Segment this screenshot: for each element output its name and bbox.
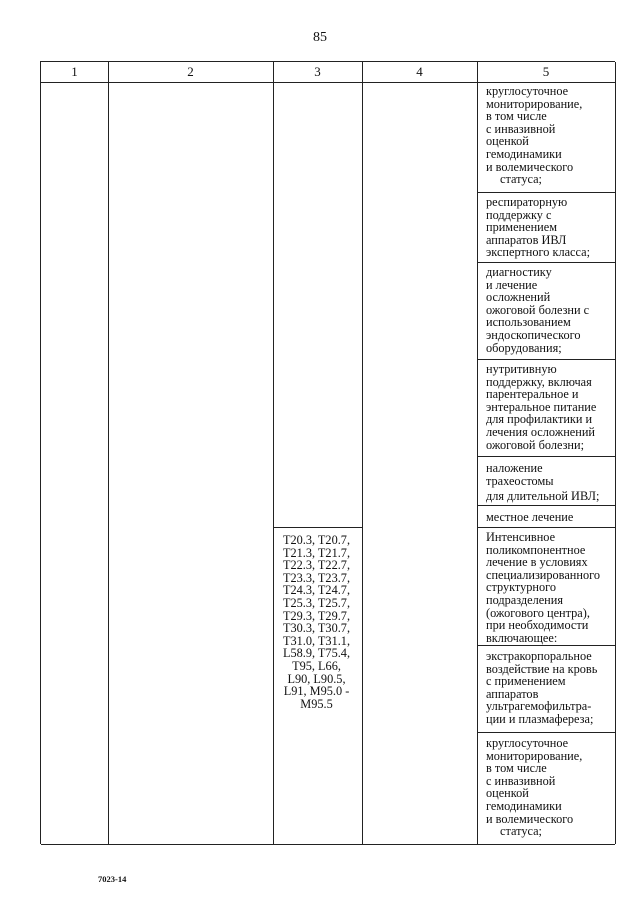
header-divider [41, 82, 615, 83]
row-divider [477, 732, 615, 733]
row-divider [477, 456, 615, 457]
cell-diagnosis-codes: T20.3, T20.7, T21.3, T21.7, T22.3, T22.7, T23.3, T23.7, T24.3, T24.7, T25.3, T25.7, T29.3, T29.7, T30.3, T30.7, T31.0, T31.1, L58.9, T75.4, T95, L66, L90, L90.5, L91, M95.0 - M95.5 [282, 533, 351, 711]
page-number: 85 [313, 30, 327, 45]
column-divider [477, 62, 478, 844]
column-divider [615, 62, 616, 844]
cell-nutritional-support: нутритивную поддержку, включая парентеральное и энтеральное питание для профилактики и лечения осложнений ожоговой болезни; [486, 362, 597, 452]
row-divider [477, 645, 615, 646]
cell-monitoring: круглосуточное мониторирование, в том числе с инвазивной оценкой гемодинамики и волемического статуса; [486, 84, 583, 187]
row-divider [273, 527, 362, 528]
cell-diagnostics: диагностику и лечение осложнений ожоговой болезни с использованием эндоскопического оборудования; [486, 265, 590, 355]
data-table [40, 61, 615, 844]
header-cell-2: 2 [187, 64, 194, 79]
cell-extracorporeal: экстракорпоральное воздействие на кровь с применением аппаратов ультрагемофильтра- ции и плазмафереза; [486, 649, 598, 726]
header-cell-4: 4 [416, 64, 423, 79]
column-divider [362, 62, 363, 844]
table-bottom-border [41, 844, 615, 845]
row-divider [477, 262, 615, 263]
column-divider [273, 62, 274, 844]
row-divider [477, 505, 615, 506]
header-cell-1: 1 [71, 64, 78, 79]
header-cell-5: 5 [542, 64, 550, 79]
cell-tracheostomy: наложение трахеостомы для длительной ИВЛ; [486, 461, 600, 504]
header-cell-3: 3 [314, 64, 321, 79]
cell-local-treatment: местное лечение [486, 510, 574, 524]
cell-intensive-treatment: Интенсивное поликомпонентное лечение в условиях специализированного структурного подразделения (ожогового центра), при необходимости включающее: [486, 530, 600, 645]
row-divider [477, 359, 615, 360]
column-divider [108, 62, 109, 844]
document-code: 7023-14 [98, 874, 127, 884]
row-divider [477, 527, 615, 528]
cell-monitoring-2: круглосуточное мониторирование, в том числе с инвазивной оценкой гемодинамики и волемического статуса; [486, 736, 583, 839]
cell-respiratory-support: респираторную поддержку с применением аппаратов ИВЛ экспертного класса; [486, 195, 591, 260]
row-divider [477, 192, 615, 193]
